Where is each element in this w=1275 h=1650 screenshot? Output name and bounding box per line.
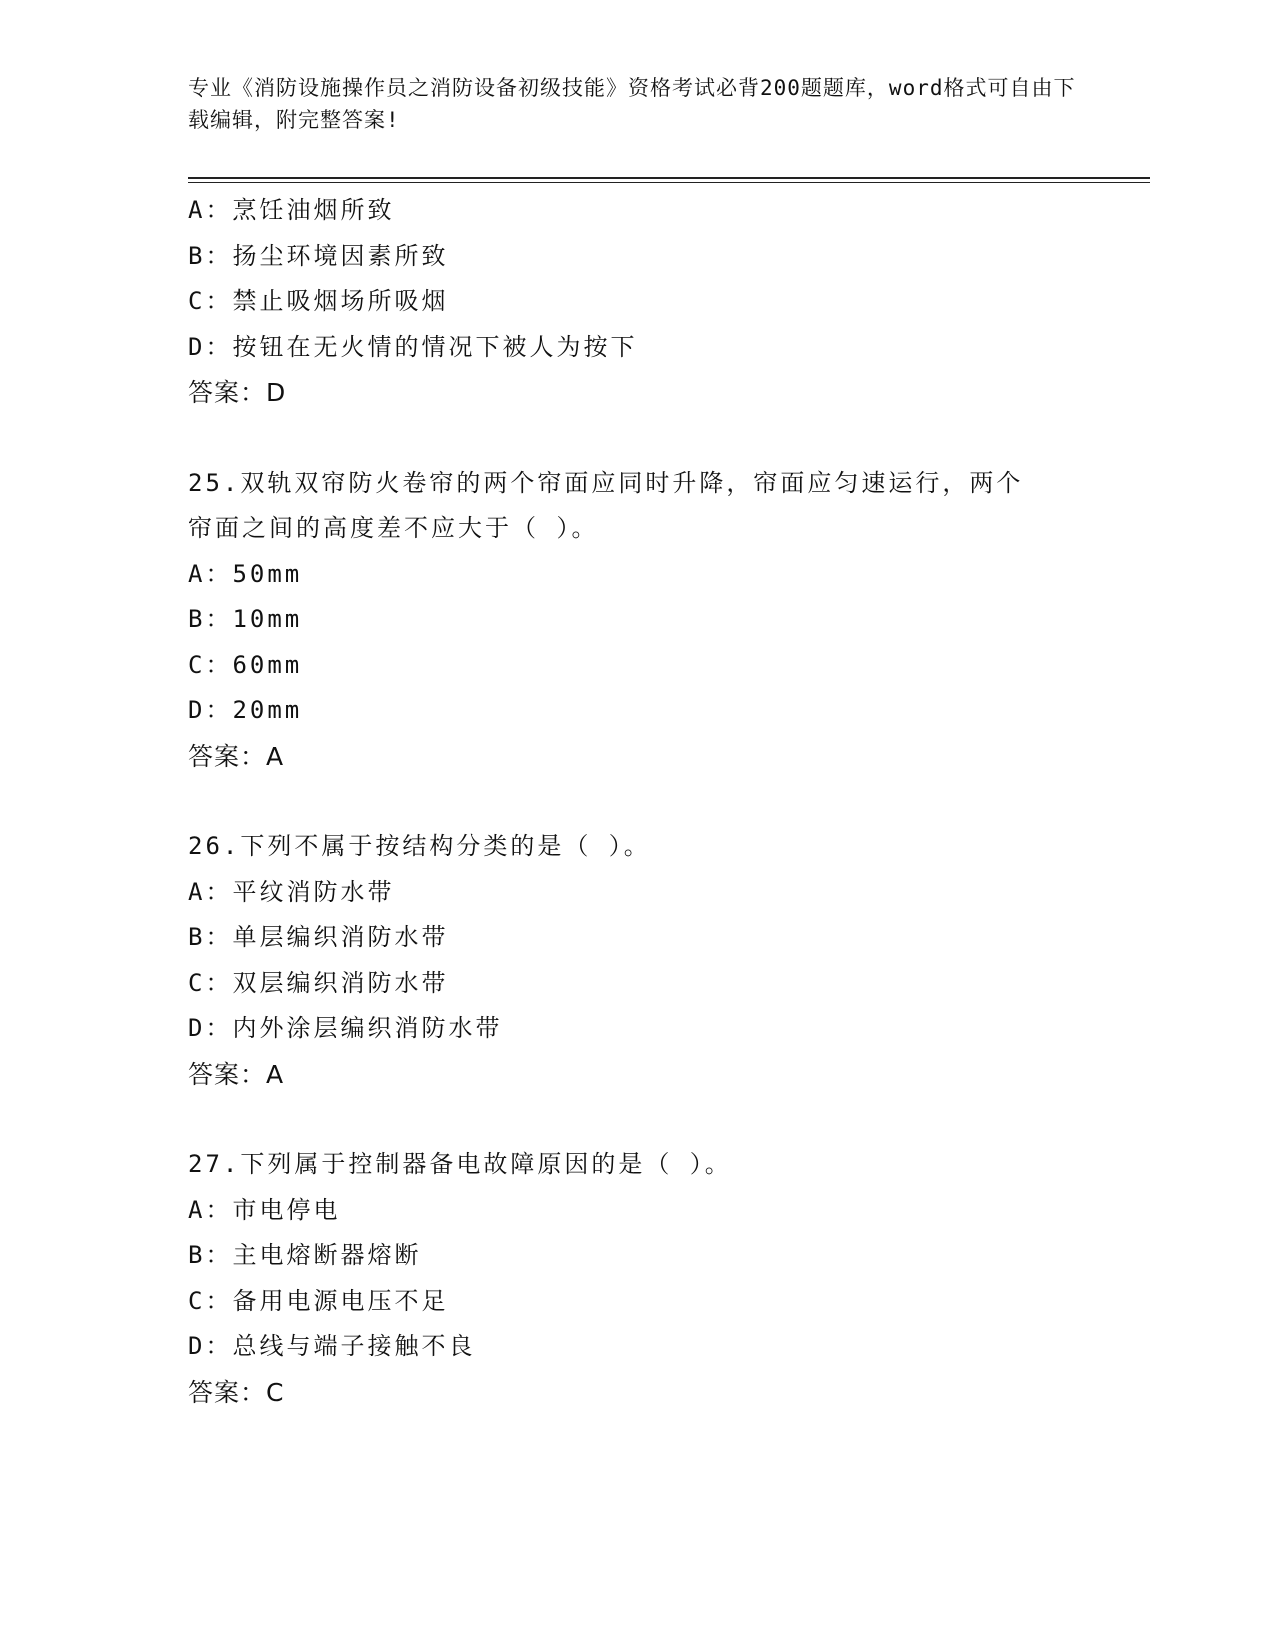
document-header bbox=[188, 72, 1088, 136]
question-26 bbox=[188, 824, 1088, 1097]
option-b: B：扬尘环境因素所致 bbox=[188, 241, 449, 270]
question-27 bbox=[188, 1142, 1088, 1415]
option-d: D：20mm bbox=[188, 696, 303, 724]
option-a: A：市电停电 bbox=[188, 1195, 341, 1224]
spacer bbox=[188, 1097, 1088, 1142]
option-b: B：单层编织消防水带 bbox=[188, 923, 449, 951]
question-text: 26.下列不属于按结构分类的是（ ）。 bbox=[188, 832, 651, 860]
option-c: C：禁止吸烟场所吸烟 bbox=[188, 287, 449, 315]
question-list bbox=[188, 188, 1088, 1415]
option-c: C：备用电源电压不足 bbox=[188, 1286, 449, 1315]
option-b: B：主电熔断器熔断 bbox=[188, 1241, 422, 1269]
spacer bbox=[188, 779, 1088, 824]
option-b: B：10mm bbox=[188, 605, 303, 633]
option-c: C：双层编织消防水带 bbox=[188, 968, 449, 997]
option-a: A：50mm bbox=[188, 559, 303, 588]
option-a: A：烹饪油烟所致 bbox=[188, 196, 395, 224]
answer: 答案：A bbox=[188, 741, 285, 771]
option-a: A：平纹消防水带 bbox=[188, 877, 395, 906]
option-d: D：总线与端子接触不良 bbox=[188, 1332, 476, 1360]
question-24-continued bbox=[188, 188, 1088, 416]
option-d: D：内外涂层编织消防水带 bbox=[188, 1014, 503, 1042]
question-25 bbox=[188, 461, 1088, 780]
header-text: 专业《消防设施操作员之消防设备初级技能》资格考试必背200题题库，word格式可自由下载编辑，附完整答案! bbox=[188, 76, 1076, 132]
header-divider-thin bbox=[188, 182, 1150, 183]
question-text: 27.下列属于控制器备电故障原因的是（ ）。 bbox=[188, 1150, 732, 1178]
answer: 答案：D bbox=[188, 378, 287, 407]
option-d: D：按钮在无火情的情况下被人为按下 bbox=[188, 332, 638, 361]
spacer bbox=[188, 416, 1088, 461]
option-c: C：60mm bbox=[188, 650, 303, 679]
question-text: 25.双轨双帘防火卷帘的两个帘面应同时升降，帘面应匀速运行，两个帘面之间的高度差不应大于（ ）。 bbox=[188, 468, 1024, 542]
header-divider bbox=[188, 177, 1150, 179]
answer: 答案：C bbox=[188, 1377, 285, 1407]
answer: 答案：A bbox=[188, 1059, 285, 1089]
